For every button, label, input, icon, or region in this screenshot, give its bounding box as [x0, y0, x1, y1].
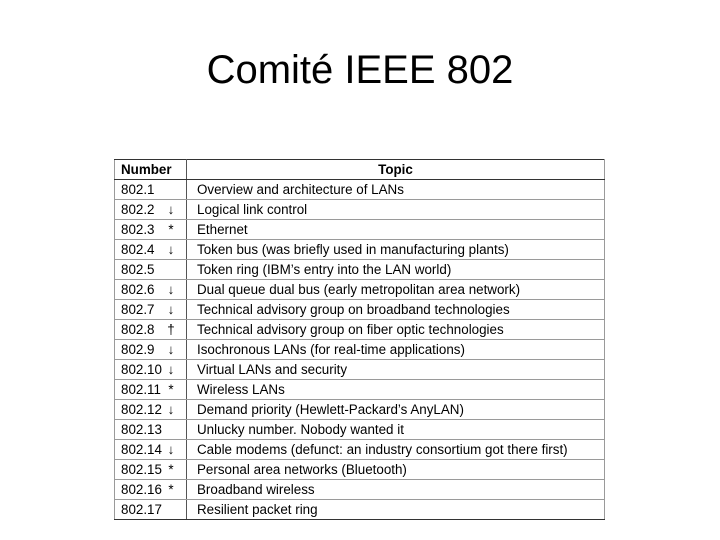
number-value: 802.5	[121, 262, 155, 277]
number-value: 802.4	[121, 242, 155, 257]
number-cell	[115, 400, 187, 420]
topic-cell: Token ring (IBM’s entry into the LAN world)	[187, 260, 605, 280]
table-row	[115, 240, 605, 260]
ieee-802-table-container	[114, 159, 604, 520]
table-row	[115, 500, 605, 520]
number-value: 802.13	[121, 422, 162, 437]
table-row	[115, 480, 605, 500]
number-value: 802.17	[121, 502, 162, 517]
table-row	[115, 200, 605, 220]
number-cell	[115, 260, 187, 280]
number-cell	[115, 240, 187, 260]
status-mark: ↓	[167, 442, 175, 457]
table-row	[115, 280, 605, 300]
number-value: 802.15	[121, 462, 162, 477]
topic-cell: Token bus (was briefly used in manufacturing plants)	[187, 240, 605, 260]
number-cell	[115, 180, 187, 200]
topic-cell: Cable modems (defunct: an industry consortium got there first)	[187, 440, 605, 460]
status-mark: ↓	[167, 402, 175, 417]
number-cell	[115, 420, 187, 440]
number-cell	[115, 360, 187, 380]
topic-cell: Virtual LANs and security	[187, 360, 605, 380]
number-value: 802.3	[121, 222, 155, 237]
number-cell	[115, 220, 187, 240]
topic-cell: Unlucky number. Nobody wanted it	[187, 420, 605, 440]
topic-cell: Isochronous LANs (for real-time applications)	[187, 340, 605, 360]
number-value: 802.12	[121, 402, 162, 417]
table-row	[115, 320, 605, 340]
ieee-802-table	[114, 159, 605, 520]
table-row	[115, 300, 605, 320]
status-mark: ↓	[167, 242, 175, 257]
topic-cell: Technical advisory group on fiber optic technologies	[187, 320, 605, 340]
number-value: 802.9	[121, 342, 155, 357]
number-cell	[115, 280, 187, 300]
table-header-row	[115, 160, 605, 180]
number-value: 802.8	[121, 322, 155, 337]
table-row	[115, 420, 605, 440]
table-row	[115, 440, 605, 460]
number-value: 802.2	[121, 202, 155, 217]
status-mark: *	[168, 482, 174, 497]
number-cell	[115, 480, 187, 500]
topic-cell: Broadband wireless	[187, 480, 605, 500]
number-cell	[115, 460, 187, 480]
topic-cell: Dual queue dual bus (early metropolitan area network)	[187, 280, 605, 300]
number-column-header: Number	[115, 160, 187, 180]
table-row	[115, 220, 605, 240]
number-value: 802.6	[121, 282, 155, 297]
table-row	[115, 460, 605, 480]
status-mark: *	[168, 222, 174, 237]
status-mark: ↓	[167, 202, 175, 217]
slide-title: Comité IEEE 802	[206, 48, 514, 92]
topic-cell: Technical advisory group on broadband technologies	[187, 300, 605, 320]
topic-cell: Ethernet	[187, 220, 605, 240]
number-cell	[115, 320, 187, 340]
number-cell	[115, 200, 187, 220]
topic-cell: Resilient packet ring	[187, 500, 605, 520]
table-row	[115, 380, 605, 400]
status-mark: †	[167, 322, 175, 337]
number-cell	[115, 440, 187, 460]
table-row	[115, 400, 605, 420]
topic-cell: Demand priority (Hewlett-Packard’s AnyLAN)	[187, 400, 605, 420]
number-value: 802.10	[121, 362, 162, 377]
topic-column-header: Topic	[187, 160, 605, 180]
number-value: 802.7	[121, 302, 155, 317]
number-value: 802.11	[121, 382, 161, 397]
status-mark: ↓	[167, 302, 175, 317]
topic-cell: Logical link control	[187, 200, 605, 220]
table-row	[115, 180, 605, 200]
number-cell	[115, 500, 187, 520]
status-mark: ↓	[167, 362, 175, 377]
status-mark: ↓	[167, 342, 175, 357]
number-cell	[115, 380, 187, 400]
status-mark: ↓	[167, 282, 175, 297]
topic-cell: Wireless LANs	[187, 380, 605, 400]
table-row	[115, 340, 605, 360]
number-cell	[115, 340, 187, 360]
table-row	[115, 360, 605, 380]
topic-cell: Personal area networks (Bluetooth)	[187, 460, 605, 480]
status-mark: *	[168, 382, 174, 397]
number-value: 802.16	[121, 482, 162, 497]
topic-cell: Overview and architecture of LANs	[187, 180, 605, 200]
status-mark: *	[168, 462, 174, 477]
number-value: 802.1	[121, 182, 155, 197]
number-value: 802.14	[121, 442, 162, 457]
table-row	[115, 260, 605, 280]
number-cell	[115, 300, 187, 320]
